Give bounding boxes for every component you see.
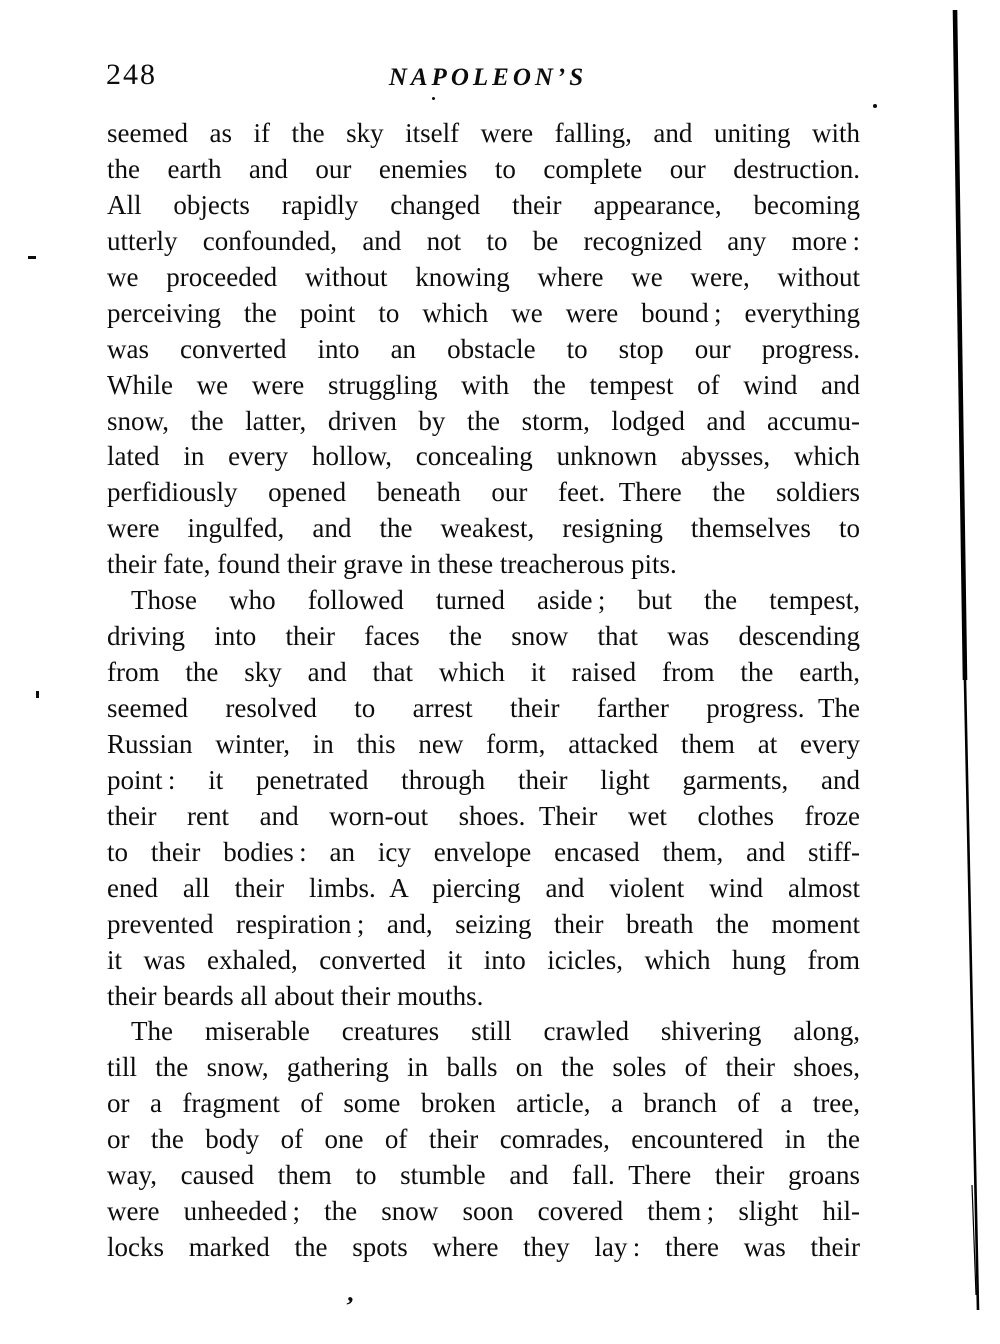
text-line: locks marked the spots where they lay : there was their	[107, 1232, 860, 1263]
page-number: 248	[106, 58, 157, 91]
text-line: their fate, found their grave in these treacherous pits.	[107, 549, 677, 580]
text-line: perfidiously opened beneath our feet. There the soldiers	[107, 477, 860, 508]
text-line: snow, the latter, driven by the storm, lodged and accumu-	[107, 405, 860, 436]
text-line: seemed as if the sky itself were falling, and uniting with	[107, 118, 860, 148]
scan-speck	[873, 104, 877, 108]
text-line: were unheeded ; the snow soon covered them ; slight hil-	[107, 1196, 860, 1227]
text-line: The miserable creatures still crawled shivering along,	[131, 1016, 860, 1047]
text-line: way, caused them to stumble and fall. There their groans	[107, 1160, 860, 1191]
stray-ink-mark: ,	[346, 1277, 357, 1308]
text-line: to their bodies : an icy envelope encased them, and stiff-	[107, 836, 860, 867]
text-line: their rent and worn-out shoes. Their wet clothes froze	[107, 800, 860, 831]
text-line: the earth and our enemies to complete our destruction.	[107, 153, 860, 184]
text-line: Russian winter, in this new form, attacked them at every	[107, 728, 860, 759]
text-line: was converted into an obstacle to stop our progress.	[107, 333, 860, 364]
text-line: till the snow, gathering in balls on the soles of their shoes,	[107, 1052, 860, 1083]
text-line: were ingulfed, and the weakest, resigning themselves to	[107, 513, 860, 544]
text-line: or a fragment of some broken article, a branch of a tree,	[107, 1088, 860, 1119]
text-line: While we were struggling with the tempest of wind and	[107, 369, 860, 400]
text-line: we proceeded without knowing where we were, without	[107, 261, 860, 292]
text-line: perceiving the point to which we were bound ; everything	[107, 297, 860, 328]
text-line: or the body of one of their comrades, encountered in the	[107, 1124, 860, 1155]
text-line: All objects rapidly changed their appearance, becoming	[107, 189, 860, 220]
text-line: Those who followed turned aside ; but the tempest,	[131, 585, 860, 616]
text-line: their beards all about their mouths.	[107, 980, 484, 1011]
scan-speck	[28, 256, 36, 259]
text-line: from the sky and that which it raised from the earth,	[107, 657, 860, 688]
text-line: seemed resolved to arrest their farther progress. The	[107, 693, 860, 723]
text-line: it was exhaled, converted it into icicles, which hung from	[107, 944, 860, 975]
scan-speck	[36, 691, 39, 698]
text-line: point : it penetrated through their light garments, and	[107, 764, 860, 795]
text-line: ened all their limbs. A piercing and violent wind almost	[107, 872, 860, 903]
text-line: lated in every hollow, concealing unknown abysses, which	[107, 441, 860, 472]
text-line: utterly confounded, and not to be recognized any more :	[107, 225, 860, 256]
text-line: driving into their faces the snow that was descending	[107, 621, 860, 652]
scan-speck	[432, 97, 435, 100]
body-text-column	[107, 116, 860, 1266]
running-header-title: NAPOLEON’S	[388, 64, 588, 91]
text-line: prevented respiration ; and, seizing their breath the moment	[107, 908, 860, 939]
